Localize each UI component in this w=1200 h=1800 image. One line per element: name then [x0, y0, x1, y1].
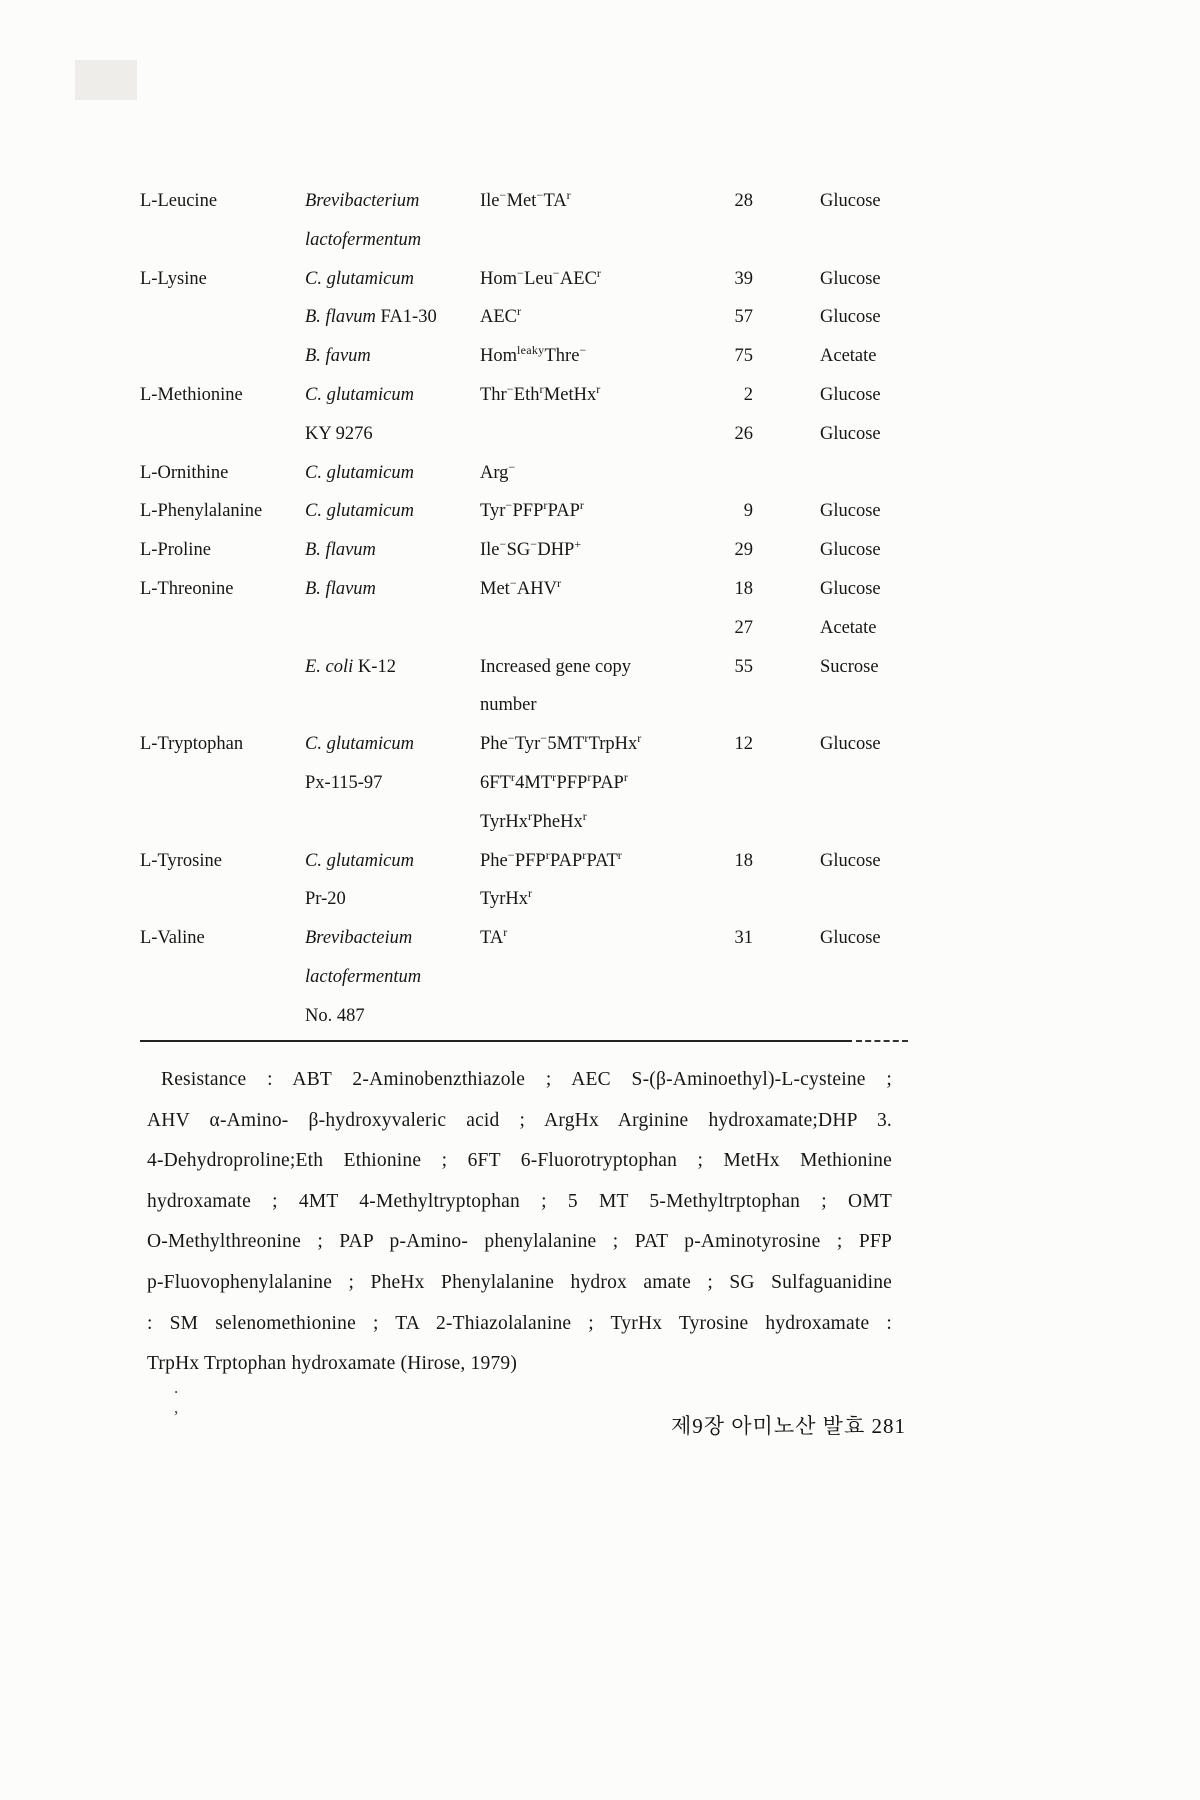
table-row	[140, 260, 920, 299]
table-row	[140, 570, 920, 609]
marker-cell: Tyr−PFP$^r$PAP$^r$	[480, 498, 585, 522]
marker-cell: Increased gene copy	[480, 656, 631, 677]
footnote-line: Resistance : ABT 2-Aminobenzthiazole ; AEC S-(β-Aminoethyl)-L-cysteine ;	[161, 1069, 892, 1090]
carbon-source-cell: Glucose	[820, 850, 881, 871]
carbon-source-cell: Glucose	[820, 928, 881, 949]
table-row	[140, 182, 920, 221]
amino-acid-cell: L-Threonine	[140, 578, 234, 599]
page-footer: 제9장 아미노산 발효 281	[670, 1414, 906, 1438]
organism-cell: C. glutamicum	[305, 850, 414, 871]
carbon-source-cell: Acetate	[820, 346, 877, 367]
table-row	[140, 842, 920, 881]
table-row	[140, 958, 920, 997]
table-row	[140, 764, 920, 803]
organism-cell: C. glutamicum	[305, 501, 414, 522]
footnote-line: : SM selenomethionine ; TA 2-Thiazolalanine ; TyrHx Tyrosine hydroxamate :	[147, 1312, 892, 1334]
table-row	[140, 376, 920, 415]
yield-cell: 55	[734, 656, 753, 677]
carbon-source-cell: Glucose	[820, 578, 881, 599]
table-row	[140, 880, 920, 919]
marker-cell: $Ile^-Met^-TA^r$	[480, 187, 571, 211]
amino-acid-cell: L-Tryptophan	[140, 734, 244, 755]
organism-cell: Px-115-97	[305, 772, 383, 793]
scan-artifact	[75, 60, 137, 100]
marker-cell: TyrHx$^r$	[480, 886, 533, 910]
organism-cell: Brevibacteium	[305, 928, 413, 949]
organism-cell: Pr-20	[305, 889, 346, 910]
organism-cell: No. 487	[305, 1005, 365, 1026]
footnote-line: p-Fluovophenylalanine ; PheHx Phenylalanine hydrox amate ; SG Sulfaguanidine	[147, 1271, 892, 1293]
marker-cell: $6FT^r4MT^rPFP^rPAP^r$	[480, 769, 629, 793]
carbon-source-cell: Glucose	[820, 423, 881, 444]
carbon-source-cell: Glucose	[820, 268, 881, 289]
organism-cell: KY 9276	[305, 423, 373, 444]
footnote-line: hydroxamate ; 4MT 4-Methyltryptophan ; 5 MT 5-Methyltrptophan ; OMT	[147, 1190, 892, 1212]
amino-acid-cell: L-Methionine	[140, 384, 243, 405]
carbon-source-cell: Acetate	[820, 617, 877, 638]
marker-cell: Thr−Eth$^r$MetHx$^r$	[480, 381, 601, 405]
organism-cell: C. glutamicum	[305, 268, 414, 289]
organism-cell: B. flavum FA1-30	[305, 307, 437, 328]
organism-cell: B. flavum	[305, 540, 376, 561]
marker-cell: Met−AHV$^r$	[480, 575, 562, 599]
table-row	[140, 919, 920, 958]
organism-cell: B. flavum	[305, 578, 376, 599]
organism-cell: C. glutamicum	[305, 384, 414, 405]
table-row	[140, 221, 920, 260]
yield-cell: 18	[734, 578, 753, 599]
organism-cell: B. favum	[305, 346, 371, 367]
yield-cell: 31	[734, 928, 753, 949]
table-row	[140, 298, 920, 337]
footnote-line: AHV α-Amino- β-hydroxyvaleric acid ; ArgHx Arginine hydroxamate;DHP 3.	[147, 1109, 892, 1131]
carbon-source-cell: Glucose	[820, 191, 881, 211]
organism-cell: C. glutamicum	[305, 462, 414, 483]
organism-cell: Brevibacterium	[305, 191, 420, 211]
amino-acid-cell: L-Leucine	[140, 191, 218, 211]
yield-cell: 18	[734, 850, 753, 871]
marker-cell: Ile−SG−DHP+	[480, 537, 582, 561]
table-row	[140, 454, 920, 493]
amino-acid-cell: L-Tyrosine	[140, 850, 222, 871]
footnote-line: O-Methylthreonine ; PAP p-Amino- phenylalanine ; PAT p-Aminotyrosine ; PFP	[147, 1231, 892, 1253]
amino-acid-cell: L-Valine	[140, 928, 205, 949]
marker-cell: $TA^r$	[480, 924, 508, 949]
yield-cell: 29	[734, 540, 753, 561]
yield-cell: 9	[743, 501, 753, 522]
marker-cell: TyrHx$^r$PheHx$^r$	[480, 808, 587, 832]
carbon-source-cell: Glucose	[820, 540, 881, 561]
yield-cell: 39	[734, 268, 753, 289]
carbon-source-cell: Glucose	[820, 501, 881, 522]
table-row	[140, 609, 920, 648]
stray-mark	[174, 1378, 178, 1418]
carbon-source-cell: Glucose	[820, 384, 881, 405]
amino-acid-cell: L-Proline	[140, 540, 211, 561]
table-row	[140, 648, 920, 687]
organism-cell: E. coli K-12	[305, 656, 396, 677]
stray-comma: ,	[174, 1398, 179, 1417]
yield-cell: 12	[734, 734, 753, 755]
amino-acid-cell: L-Lysine	[140, 268, 207, 289]
marker-cell: Phe−PFP$^r$PAP$^r$PAT$^r$	[480, 847, 623, 871]
table-bottom-rule-dashed	[856, 1040, 908, 1042]
table-row	[140, 803, 920, 842]
table-row	[140, 492, 920, 531]
table-row	[140, 531, 920, 570]
table-row	[140, 686, 920, 725]
marker-cell: $Phe^-Tyr^-5MT^rTrpHx^r$	[480, 731, 642, 755]
yield-cell: 27	[734, 617, 753, 638]
carbon-source-cell: Sucrose	[820, 656, 879, 677]
table-row	[140, 997, 920, 1036]
marker-cell: Arg−	[480, 459, 516, 483]
amino-acid-cell: L-Ornithine	[140, 462, 229, 483]
organism-cell: lactofermentum	[305, 966, 422, 987]
table-row	[140, 725, 920, 764]
yield-cell: 75	[734, 346, 753, 367]
fermentation-table	[140, 182, 920, 1036]
carbon-source-cell: Glucose	[820, 307, 881, 328]
amino-acid-cell: L-Phenylalanine	[140, 501, 263, 522]
footnote-line: TrpHx Trptophan hydroxamate (Hirose, 1979)	[147, 1353, 518, 1375]
table-row	[140, 415, 920, 454]
stray-dot: .	[174, 1378, 179, 1397]
marker-cell: AEC$^r$	[480, 304, 522, 328]
marker-cell: Hom$^{leaky}$Thre−	[480, 343, 587, 367]
carbon-source-cell: Glucose	[820, 734, 881, 755]
table-row	[140, 337, 920, 376]
yield-cell: 2	[743, 384, 753, 405]
marker-cell: number	[480, 695, 537, 716]
organism-cell: C. glutamicum	[305, 734, 414, 755]
yield-cell: 26	[734, 423, 753, 444]
yield-cell: 28	[734, 191, 753, 211]
marker-cell: Hom−Leu−AEC$^r$	[480, 265, 602, 289]
footnote-line: 4-Dehydroproline;Eth Ethionine ; 6FT 6-Fluorotryptophan ; MetHx Methionine	[147, 1150, 892, 1172]
yield-cell: 57	[734, 307, 753, 328]
organism-cell: lactofermentum	[305, 229, 422, 250]
footnote	[147, 1060, 892, 1385]
table-bottom-rule	[140, 1040, 852, 1042]
